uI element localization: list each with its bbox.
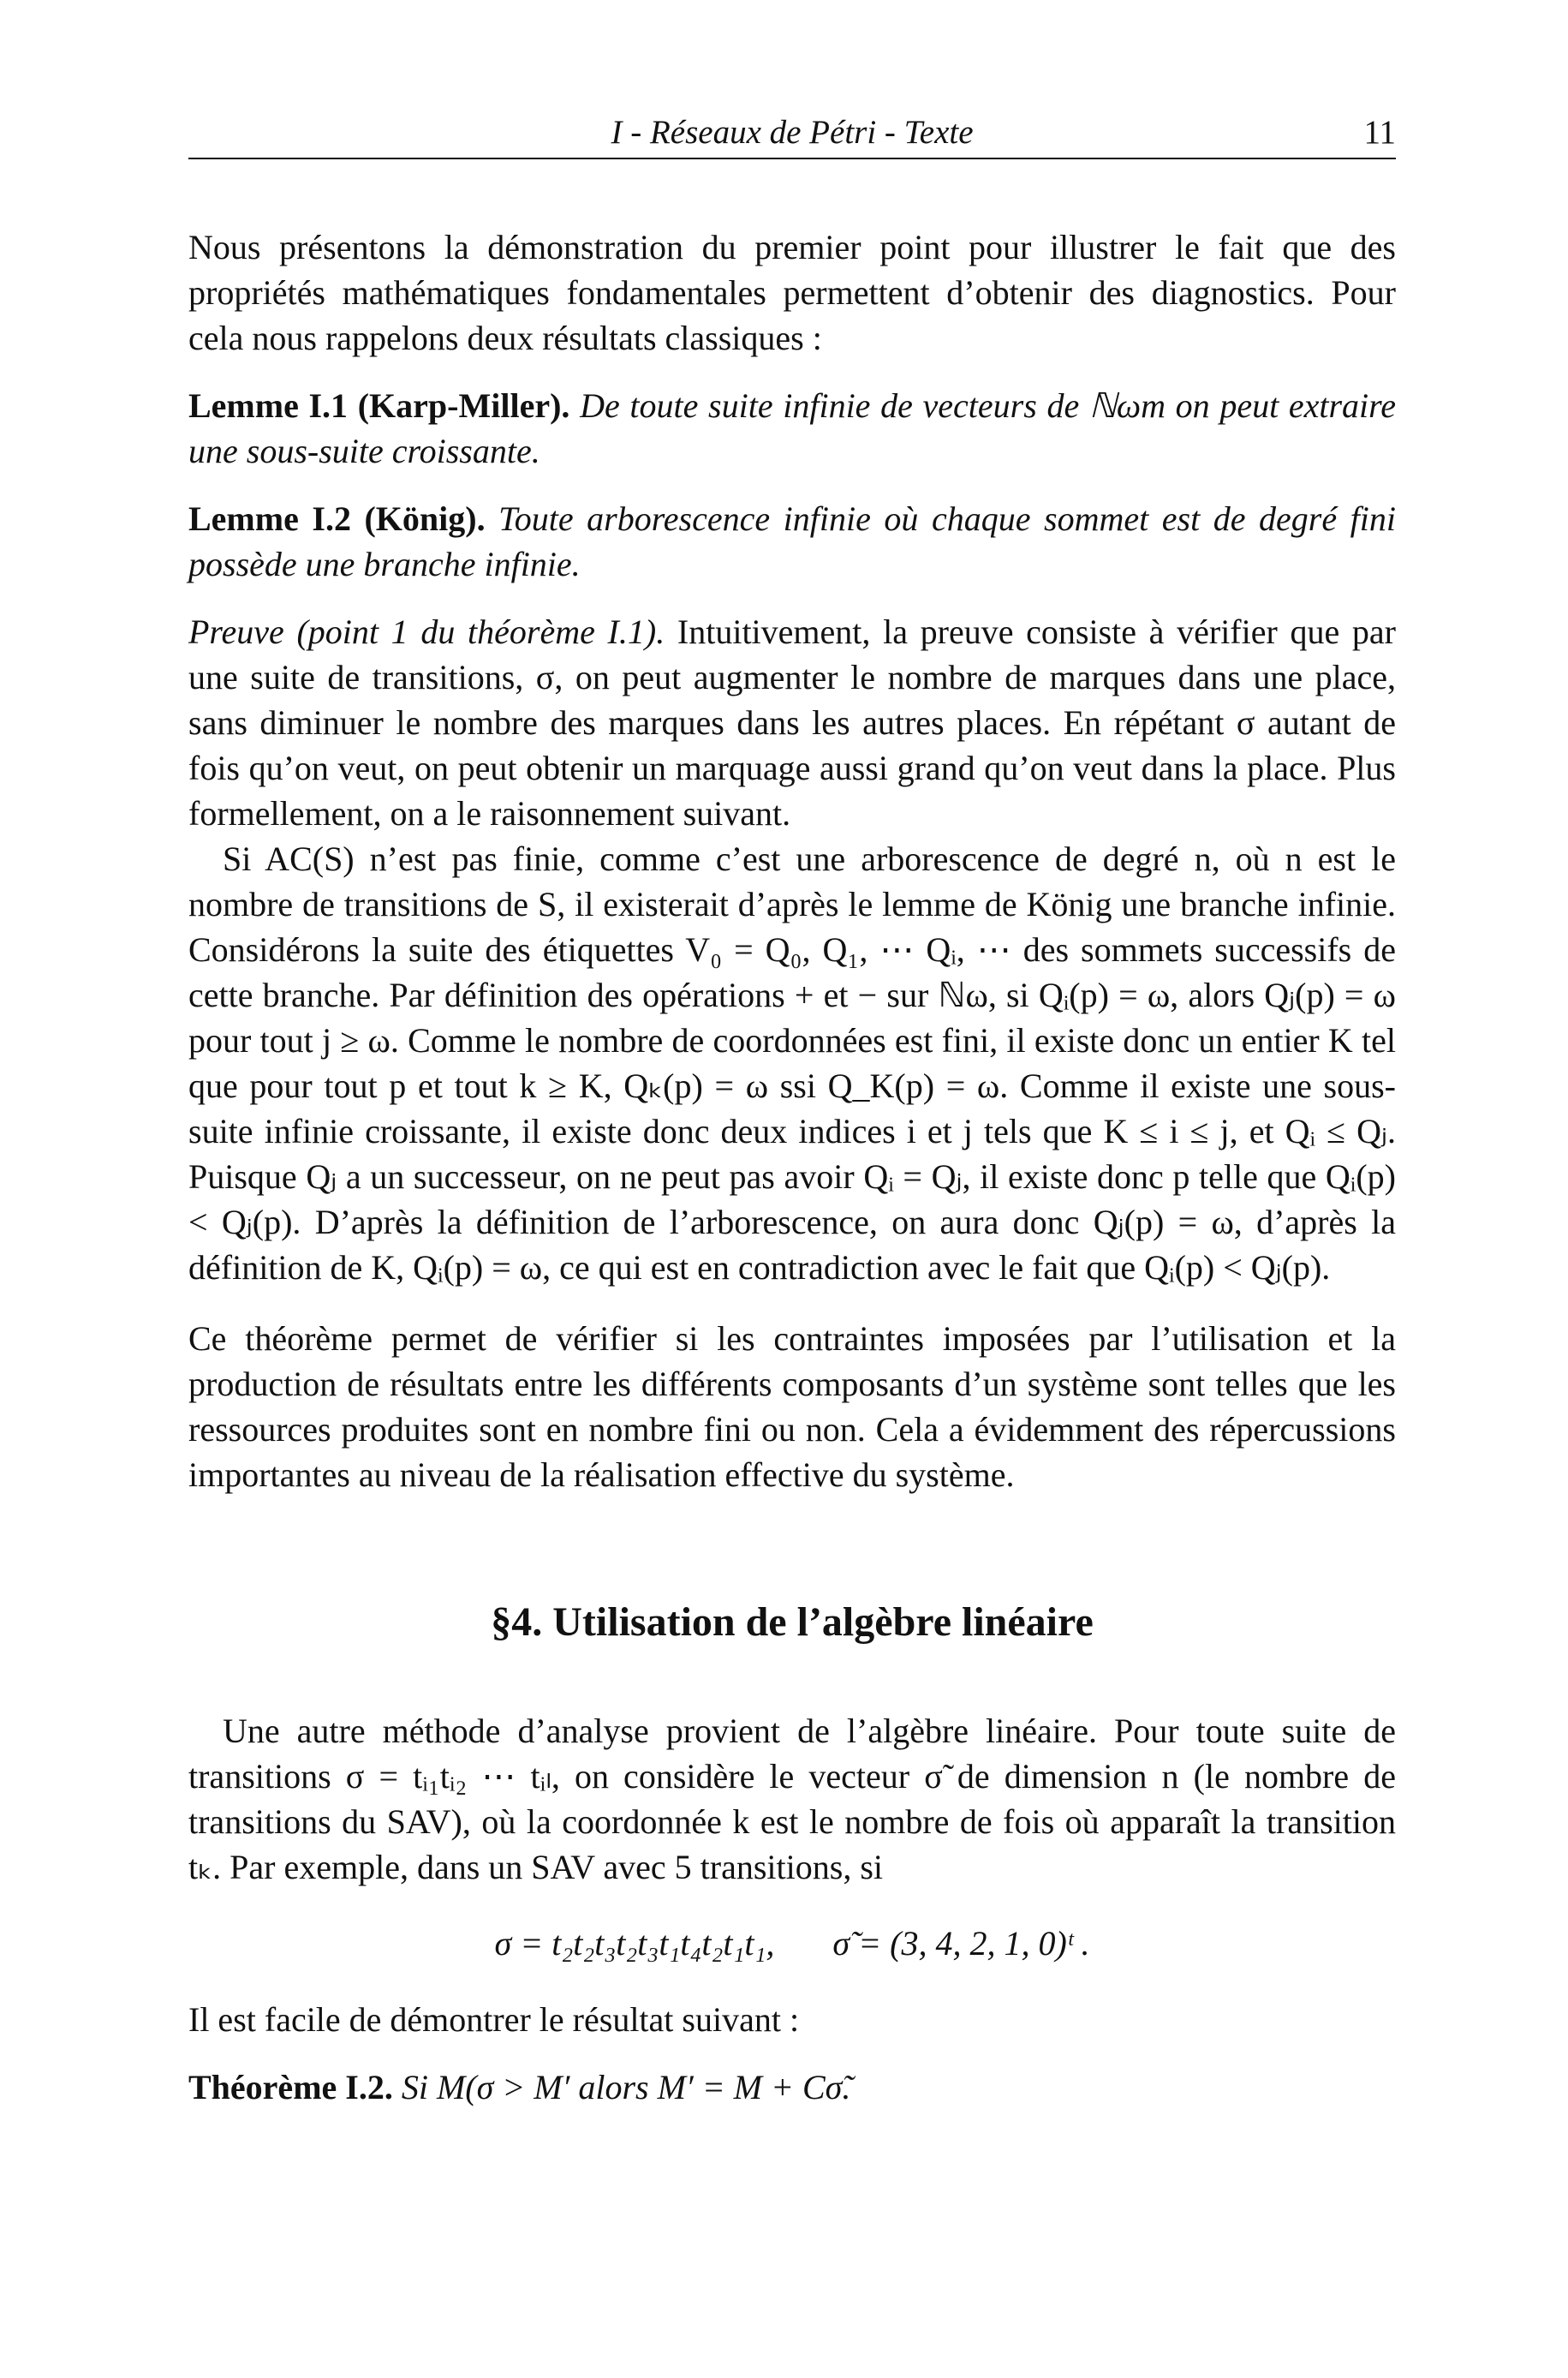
theorem-statement: Si M(σ > M′ alors M′ = M + Cσ̃. [401,2068,851,2106]
proof-text-1: Intuitivement, la preuve consiste à vérifier que par une suite de transitions, σ, on peut augmenter le nombre de marques dans une place, sans diminuer le nombre des marques dans les autres places. En répétant σ autant de fois qu’on veut, on peut obtenir un marquage aussi grand qu’on veut dans la place. Plus formellement, on a le raisonnement suivant. [188,612,1397,833]
lemma-2-statement: Toute arborescence infinie où chaque sommet est de degré fini possède une branche infinie. [188,499,1397,583]
after-proof-paragraph: Ce théorème permet de vérifier si les contraintes imposées par l’utilisation et la production de résultats entre les différents composants d’un système sont telles que les ressources produites sont en nombre fini ou non. Cela a évidemment des répercussions importantes au niveau de la réalisation effective du système. [188,1319,1396,1494]
intro-paragraph: Nous présentons la démonstration du premier point pour illustrer le fait que des propriétés mathématiques fondamentales permettent d’obtenir des diagnostics. Pour cela nous rappelons deux résultats classiques : [188,228,1396,357]
page-number: 11 [1363,114,1396,151]
proof-paragraph-1 [188,609,1396,836]
proof-label: Preuve (point 1 du théorème I.1). [188,612,665,651]
section-title: §4. Utilisation de l’algèbre linéaire [491,1599,1094,1645]
theorem-name: Théorème I.2. [188,2068,393,2106]
easy-result-paragraph: Il est facile de démontrer le résultat suivant : [188,2000,800,2039]
section-intro-paragraph: Une autre méthode d’analyse provient de l’algèbre linéaire. Pour toute suite de transitions σ = tᵢ₁tᵢ₂ ⋯ tᵢₗ, on considère le vecteur σ̃ de dimension n (le nombre de transitions du SAV), où la coordonnée k est le nombre de fois où apparaît la transition tₖ. Par exemple, dans un SAV avec 5 transitions, si [188,1712,1396,1886]
lemma-2 [188,496,1396,587]
page-header [188,110,1396,159]
running-title: I - Réseaux de Pétri - Texte [611,114,974,151]
lemma-2-name: Lemme I.2 (König). [188,499,486,538]
display-formula [188,1921,1396,1966]
lemma-1 [188,383,1396,474]
formula-right: σ̃ = (3, 4, 2, 1, 0)ᵗ . [832,1924,1090,1963]
formula-left: σ = t₂t₂t₃t₂t₃t₁t₄t₂t₁t₁, [494,1924,775,1963]
theorem-1-2 [188,2064,1396,2110]
lemma-1-name: Lemme I.1 (Karp-Miller). [188,386,570,425]
lemma-1-statement: De toute suite infinie de vecteurs de ℕωm on peut extraire une sous-suite croissante. [188,386,1397,470]
proof-paragraph-2: Si AC(S) n’est pas finie, comme c’est une arborescence de degré n, où n est le nombre de transitions de S, il existerait d’après le lemme de König une branche infinie. Considérons la suite des étiquettes V₀ = Q₀, Q₁, ⋯ Qᵢ, ⋯ des sommets successifs de cette branche. Par définition des opérations + et − sur ℕω, si Qᵢ(p) = ω, alors Qⱼ(p) = ω pour tout j ≥ ω. Comme le nombre de coordonnées est fini, il existe donc un entier K tel que pour tout p et tout k ≥ K, Qₖ(p) = ω ssi Q_K(p) = ω. Comme il existe une sous-suite infinie croissante, il existe donc deux indices i et j tels que K ≤ i ≤ j, et Qᵢ ≤ Qⱼ. Puisque Qⱼ a un successeur, on ne peut pas avoir Qᵢ = Qⱼ, il existe donc p telle que Qᵢ(p) < Qⱼ(p). D’après la définition de l’arborescence, on aura donc Qⱼ(p) = ω, d’après la définition de K, Qᵢ(p) = ω, ce qui est en contradiction avec le fait que Qᵢ(p) < Qⱼ(p). [188,839,1396,1287]
page-body [188,224,1396,2110]
